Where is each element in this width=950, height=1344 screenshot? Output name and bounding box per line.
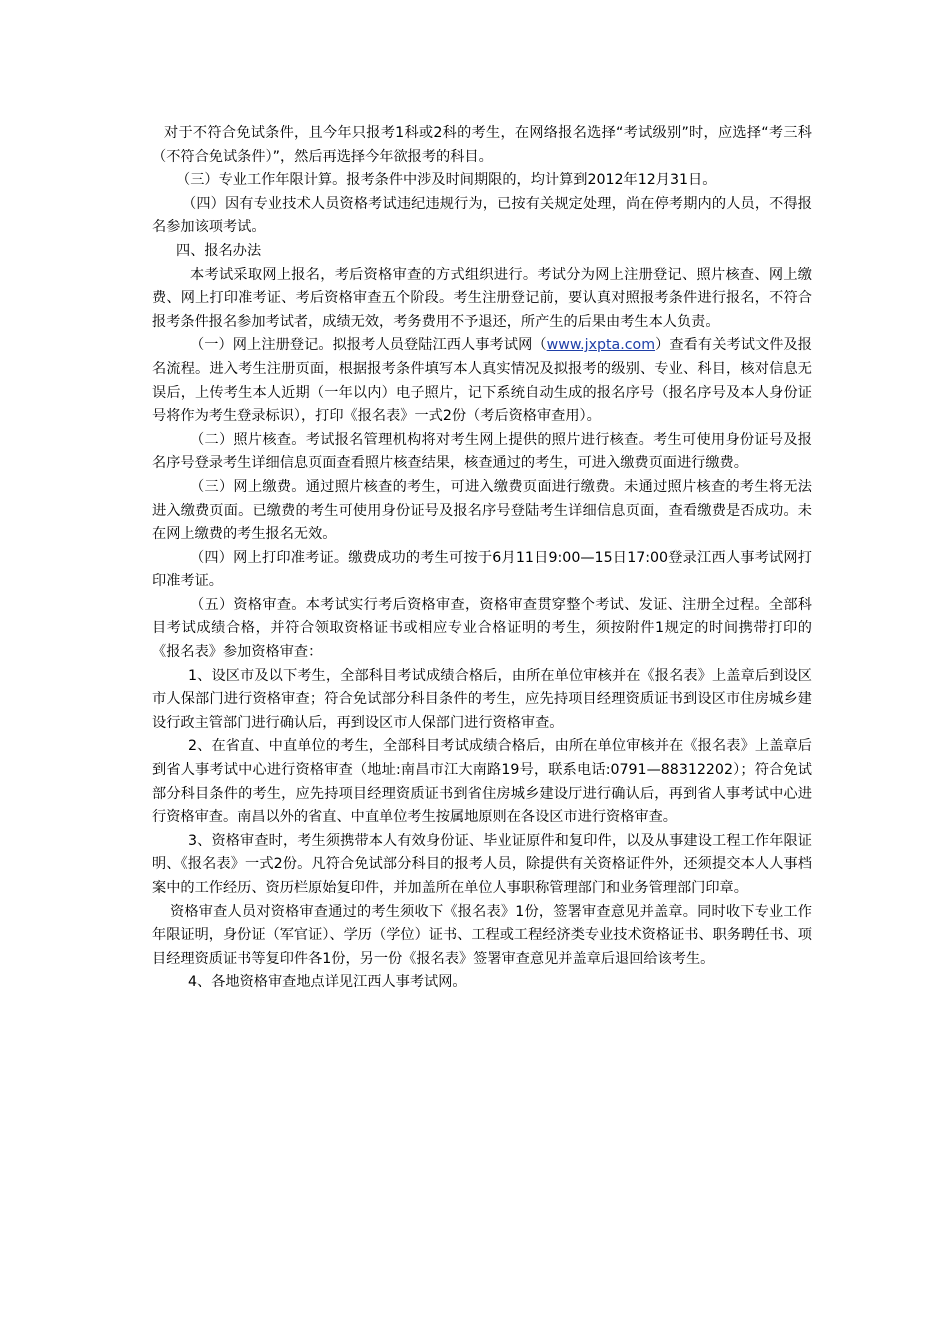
paragraph-item-3: 3、资格审查时，考生须携带本人有效身份证、毕业证原件和复印件，以及从事建设工程工作年限证明、《报名表》一式2份。凡符合免试部分科目的报考人员，除提供有关资格证件外，还须提交本人人事档案中的工作经历、资历栏原始复印件，并加盖所在单位人事职称管理部门和业务管理部门印章。 <box>152 832 812 896</box>
paragraph-photo-check: （二）照片核查。考试报名管理机构将对考生网上提供的照片进行核查。考生可使用身份证号及报名序号登录考生详细信息页面查看照片核查结果，核查通过的考生，可进入缴费页面进行缴费。 <box>152 431 812 472</box>
exam-website-link[interactable]: www.jxpta.com <box>546 337 656 354</box>
paragraph-registration-overview: 本考试采取网上报名，考后资格审查的方式组织进行。考试分为网上注册登记、照片核查、网上缴费、网上打印准考证、考后资格审查五个阶段。考生注册登记前，要认真对照报考条件进行报名，不符合报考条件报名参加考试者，成绩无效，考务费用不予退还，所产生的后果由考生本人负责。 <box>152 266 812 330</box>
text-segment: ）查看有关考试文件及报名流程。进入考生注册页面，根据报考条件填写本人真实情况及拟报考的级别、专业、科目，核对信息无误后，上传考生本人近期（一年以内）电子照片，记下系统自动生成的报名序号（报名序号及本人身份证号将作为考生登录标识），打印《报名表》一式2份（考后资格审查用）。 <box>152 337 812 425</box>
paragraph-qualification-review: （五）资格审查。本考试实行考后资格审查，资格审查贯穿整个考试、发证、注册全过程。全部科目考试成绩合格，并符合领取资格证书或相应专业合格证明的考生，须按附件1规定的时间携带打印的《报名表》参加资格审查： <box>152 596 812 661</box>
paragraph-item-4: 4、各地资格审查地点详见江西人事考试网。 <box>188 974 467 991</box>
paragraph-item-1: 1、设区市及以下考生，全部科目考试成绩合格后，由所在单位审核并在《报名表》上盖章后到设区市人保部门进行资格审查；符合免试部分科目条件的考生，应先持项目经理资质证书到设区市住房城乡建设行政主管部门进行确认后，再到设区市人保部门进行资格审查。 <box>152 667 812 731</box>
text-segment: （一）网上注册登记。拟报考人员登陆江西人事考试网（ <box>190 337 547 354</box>
document-page <box>152 122 812 995</box>
paragraph-print-admission-ticket: （四）网上打印准考证。缴费成功的考生可按于6月11日9:00—15日17:00登录江西人事考试网打印准考证。 <box>152 549 812 590</box>
paragraph-reviewer-duties: 资格审查人员对资格审查通过的考生须收下《报名表》1份，签署审查意见并盖章。同时收下专业工作年限证明，身份证（军官证）、学历（学位）证书、工程或工程经济类专业技术资格证书、职务聘任书、项目经理资质证书等复印件各1份，另一份《报名表》签署审查意见并盖章后退回给该考生。 <box>152 903 812 967</box>
paragraph-suspended-candidates: （四）因有专业技术人员资格考试违纪违规行为，已按有关规定处理，尚在停考期内的人员，不得报名参加该项考试。 <box>152 195 812 236</box>
paragraph-work-years: （三）专业工作年限计算。报考条件中涉及时间期限的，均计算到2012年12月31日。 <box>176 172 717 189</box>
section-heading-registration-method: 四、报名办法 <box>176 242 262 259</box>
paragraph-exemption-choice: 对于不符合免试条件，且今年只报考1科或2科的考生，在网络报名选择“考试级别”时，应选择“考三科（不符合免试条件）”，然后再选择今年欲报考的科目。 <box>152 125 812 165</box>
paragraph-online-registration <box>152 334 812 428</box>
paragraph-item-2: 2、在省直、中直单位的考生，全部科目考试成绩合格后，由所在单位审核并在《报名表》上盖章后到省人事考试中心进行资格审查（地址:南昌市江大南路19号，联系电话:0791—88312202）；符合免试部分科目条件的考生，应先持项目经理资质证书到省住房城乡建设厅进行确认后，再到省人事考试中心进行资格审查。南昌以外的省直、中直单位考生按属地原则在各设区市进行资格审查。 <box>152 738 812 826</box>
paragraph-online-payment: （三）网上缴费。通过照片核查的考生，可进入缴费页面进行缴费。未通过照片核查的考生将无法进入缴费页面。已缴费的考生可使用身份证号及报名序号登陆考生详细信息页面，查看缴费是否成功。未在网上缴费的考生报名无效。 <box>152 478 812 543</box>
